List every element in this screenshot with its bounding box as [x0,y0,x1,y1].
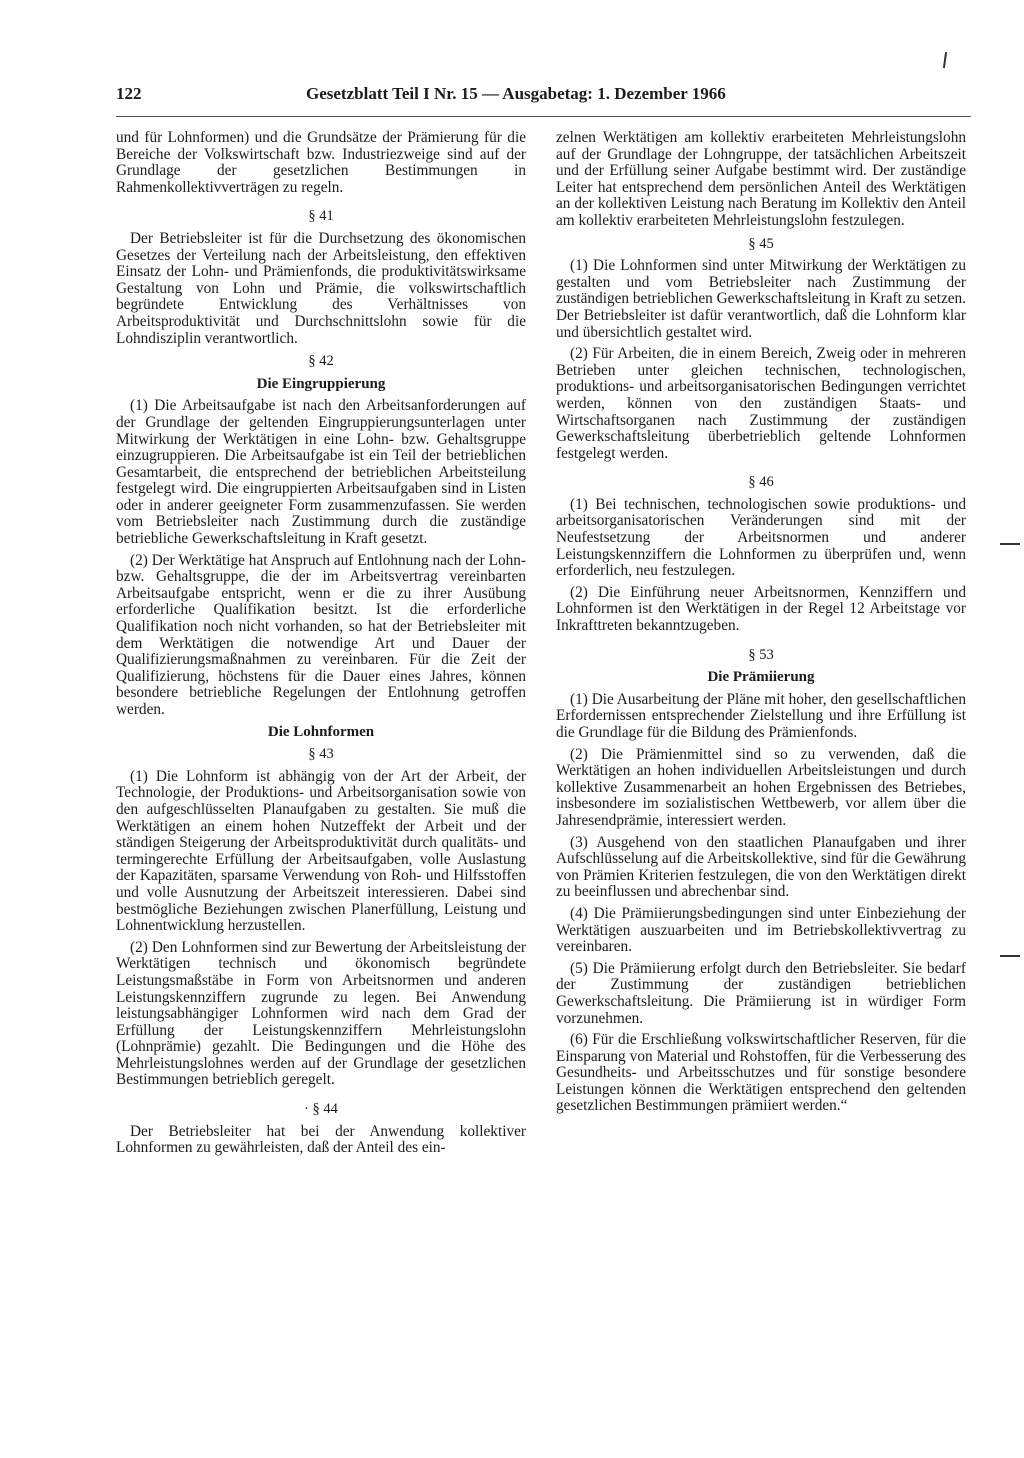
paragraph: (2) Die Prämienmittel sind so zu verwenden, daß die Werktätigen an hohen individuellen Arbeitsleistungen und durch kollektive Zusammenarbeit an hohen Ergebnissen des Betriebes, insbesondere im sozialistischen Wettbewerb, vor allem über die Jahresendprämie, interessiert werden. [556,745,966,829]
paragraph: Der Betriebsleiter hat bei der Anwendung kollektiver Lohnformen zu gewährleisten, daß der Anteil des ein- [116,1122,526,1157]
left-column [116,130,526,1162]
page-number: 122 [116,84,142,103]
paragraph: (2) Die Einführung neuer Arbeitsnormen, Kennziffern und Lohnformen ist den Werktätigen in der Regel 12 Arbeitstage vor Inkrafttreten bekanntzugeben. [556,583,966,635]
paragraph: und für Lohnformen) und die Grundsätze der Prämierung für die Bereiche der Volkswirtschaft bzw. Industriezweige sind auf der Grundlage der gesetzlichen Bestimmungen in Rahmenkollektivverträgen zu regeln. [116,129,526,196]
paragraph: (1) Die Lohnformen sind unter Mitwirkung der Werktätigen zu gestalten und vom Betriebsleiter nach Zustimmung der zuständigen betrieblichen Gewerkschaftsleitung in Kraft zu setzen. Der Betriebsleiter ist dafür verantwortlich, daß die Lohnform klar und übersichtlich gestaltet wird. [556,257,966,341]
paragraph: (2) Der Werktätige hat Anspruch auf Entlohnung nach der Lohn- bzw. Gehaltsgruppe, die der im Arbeitsvertrag vereinbarten Arbeitsaufgabe entspricht, wenn er die zu ihrer Ausübung erforderliche Qualifikation besitzt. Ist die erforderliche Qualifikation noch nicht vorhanden, so hat der Betriebsleiter mit dem Werktätigen die notwendige Art und Dauer der Qualifizierungsmaßnahmen zu vereinbaren. Für die Zeit der Qualifizierung, höchstens für die Dauer eines Jahres, können besondere betriebliche Regelungen der Entlohnung getroffen werden. [116,551,526,718]
paragraph: (1) Die Ausarbeitung der Pläne mit hoher, den gesellschaftlichen Erfordernissen entsprechender Zielstellung und ihre Erfüllung ist die Grundlage für die Bildung des Prämienfonds. [556,690,966,741]
section-number: § 42 [308,353,334,370]
paragraph: zelnen Werktätigen am kollektiv erarbeiteten Mehrleistungslohn auf der Grundlage der Lohngruppe, der tatsächlichen Arbeitszeit und der Erfüllung seiner Aufgabe bestimmt wird. Der zuständige Leiter hat entsprechend dem persönlichen Anteil des Werktätigen an der kollektiven Leistung nach Beratung im Kollektiv den Anteil am kollektiv erarbeiteten Mehrleistungslohn festzulegen. [556,129,966,229]
section-number: § 41 [308,208,334,225]
section-number: § 43 [308,746,334,763]
header-divider [116,116,971,117]
section-heading: Die Lohnformen [267,723,375,740]
paragraph: (1) Bei technischen, technologischen sowie produktions- und arbeitsorganisatorischen Veränderungen sind mit der Neufestsetzung der Arbeitsnormen und anderer Leistungskennziffern die Lohnformen zu überprüfen und, wenn erforderlich, neu festzulegen. [556,495,966,580]
section-number: § 45 [748,235,774,252]
paragraph: (4) Die Prämiierungsbedingungen sind unter Einbeziehung der Werktätigen auszuarbeiten und im Betriebskollektivvertrag zu vereinbaren. [556,904,966,956]
running-title: Gesetzblatt Teil I Nr. 15 — Ausgabetag: 1. Dezember 1966 [306,84,726,103]
paragraph: (2) Den Lohnformen sind zur Bewertung der Arbeitsleistung der Werktätigen technisch und ökonomisch begründete Leistungsmaßstäbe in Form von Arbeitsnormen und anderen Leistungskennziffern zugrunde zu legen. Bei Anwendung leistungsabhängiger Lohnformen wird nach dem Grad der Erfüllung der Leistungskennziffern Mehrleistungslohn (Lohnprämie) gezahlt. Die Bedingungen und die Höhe des Mehrleistungslohnes werden auf der Grundlage der gesetzlichen Bestimmungen betrieblich geregelt. [116,938,526,1089]
section-heading: Die Prämiierung [707,669,815,686]
right-column [556,130,966,1120]
paragraph: (2) Für Arbeiten, die in einem Bereich, Zweig oder in mehreren Betrieben unter gleichen technischen, technologischen, produktions- und arbeitsorganisatorischen Bedingungen verrichtet werden, können von den zuständigen Staats- und Wirtschaftsorganen nach Zustimmung der zuständigen Gewerkschaftsleitung überbetrieblich geltende Lohnformen festgelegt werden. [556,345,966,462]
section-number: § 53 [748,646,774,663]
paragraph: (6) Für die Erschließung volkswirtschaftlicher Reserven, für die Einsparung von Material und Rohstoffen, für die Verbesserung des Gesundheits- und Arbeitsschutzes und für sonstige besondere Leistungen können die Werktätigen entsprechend den geltenden gesetzlichen Bestimmungen prämiiert werden.“ [556,1031,966,1115]
section-number: · § 44 [304,1101,338,1118]
page-header [116,84,780,108]
scan-mark-margin-2 [1000,955,1020,957]
scan-mark-top [943,52,947,68]
scan-mark-margin-1 [1000,543,1020,545]
section-number: § 46 [748,474,774,491]
paragraph: (3) Ausgehend von den staatlichen Planaufgaben und ihrer Aufschlüsselung auf die Arbeitskollektive, sind für die Gewährung von Prämien Kriterien festzulegen, die von den Werktätigen direkt zu beeinflussen und abrechenbar sind. [556,833,966,901]
paragraph: (1) Die Arbeitsaufgabe ist nach den Arbeitsanforderungen auf der Grundlage der geltenden Eingruppierungsunterlagen unter Mitwirkung der Werktätigen in eine Lohn- bzw. Gehaltsgruppe einzugruppieren. Die Arbeitsaufgabe ist ein Teil der betrieblichen Gesamtarbeit, die entsprechend der betrieblichen Arbeitsteilung festgelegt wird. Die eingruppierten Arbeitsaufgaben sind in Listen oder in anderer geeigneter Form zusammenzufassen. Sie werden vom Betriebsleiter nach Zustimmung durch die zuständige betriebliche Gewerkschaftsleitung in Kraft gesetzt. [116,397,526,548]
paragraph: (5) Die Prämiierung erfolgt durch den Betriebsleiter. Sie bedarf der Zustimmung der zuständigen betrieblichen Gewerkschaftsleitung. Die Prämiierung ist in würdiger Form vorzunehmen. [556,959,966,1027]
paragraph: Der Betriebsleiter ist für die Durchsetzung des ökonomischen Gesetzes der Verteilung nach der Arbeitsleistung, den effektiven Einsatz der Lohn- und Prämienfonds, die produktivitätswirksame Gestaltung von Lohn und Prämie, die volkswirtschaftlich begründete Entwicklung des Verhältnisses von Arbeitsproduktivität und Durchschnittslohn sowie für die Lohndisziplin verantwortlich. [116,229,526,347]
section-heading: Die Eingruppierung [256,375,386,392]
paragraph: (1) Die Lohnform ist abhängig von der Art der Arbeit, der Technologie, der Produktions- und Arbeitsorganisation sowie von den aufgeschlüsselten Planaufgaben zu gestalten. Sie muß die Werktätigen an einem hohen Nutzeffekt der Arbeit und der ständigen Steigerung der Arbeitsproduktivität durch qualitäts- und termingerechte Erfüllung der Arbeitsaufgaben, volle Auslastung der Kapazitäten, sparsame Verwendung von Roh- und Hilfsstoffen und volle Ausnutzung der Arbeitszeit interessieren. Dabei sind bestmögliche Beziehungen zwischen Planerfüllung, Leistung und Lohnentwicklung herzustellen. [116,767,526,935]
